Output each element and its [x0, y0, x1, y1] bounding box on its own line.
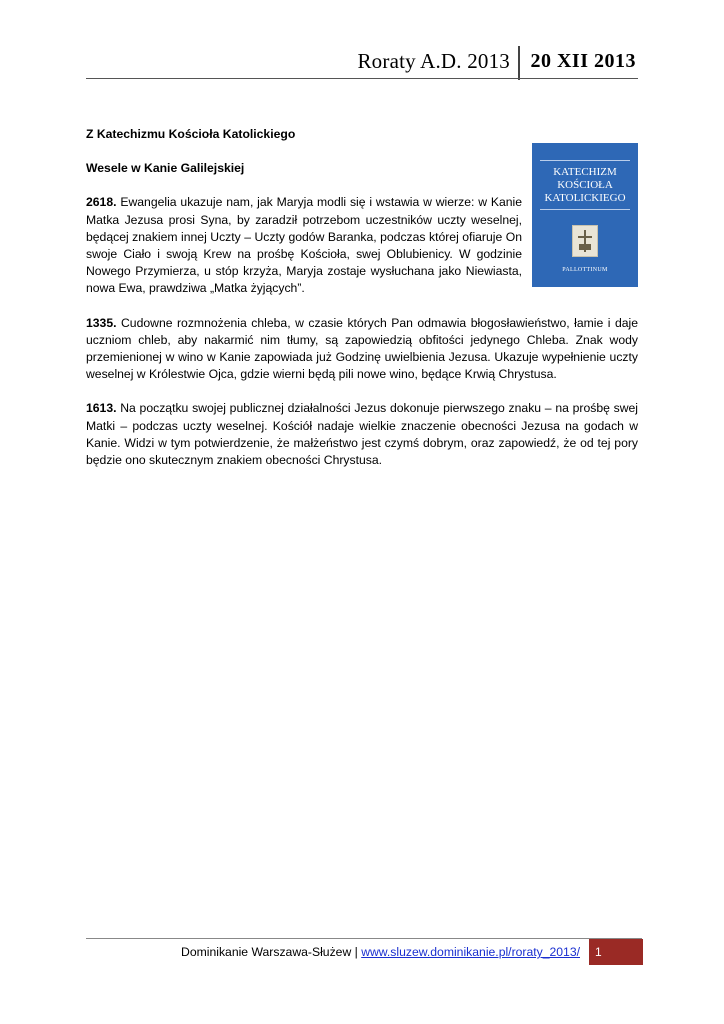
cover-title-line: KATOLICKIEGO	[544, 192, 626, 204]
footer-label: Dominikanie Warszawa-Służew |	[181, 945, 362, 959]
cover-title-line: KATECHIZM	[553, 166, 617, 178]
cover-title-line: KOŚCIOŁA	[557, 179, 613, 191]
paragraph-text: Na początku swojej publicznej działalności Jezus dokonuje pierwszego znaku – na prośbę swej Matki – podczas uczty weselnej. Kościół nadaje wielkie znaczenie obecności Jezusa na godach w Kanie. Widzi w tym potwierdzenie, że małżeństwo jest czymś dobrym, oraz zapowiedź, że od tej pory będzie ono skutecznym znakiem obecności Chrystusa.	[86, 401, 638, 468]
header-title: Roraty A.D. 2013	[357, 49, 510, 73]
section-heading: Wesele w Kanie Galilejskiej	[86, 161, 245, 176]
page-number: 1	[595, 945, 602, 959]
footer-link[interactable]: www.sluzew.dominikanie.pl/roraty_2013/	[361, 945, 580, 959]
header-separator	[518, 46, 520, 80]
page-footer	[181, 943, 580, 961]
paragraph-number: 1613.	[86, 401, 117, 416]
document-body	[86, 126, 638, 469]
paragraph-1613	[86, 400, 638, 469]
header-rule	[86, 78, 638, 79]
source-heading: Z Katechizmu Kościoła Katolickiego	[86, 127, 296, 141]
paragraph-text: Ewangelia ukazuje nam, jak Maryja modli się i wstawia w wierze: w Kanie Matka Jezusa prosi Syna, by zaradził potrzebom uczestników uczty weselnej, będącej znakiem innej Uczty – Uczty godów Baranka, podczas której ofiaruje On swoje Ciało i swoją Krew na prośbę Kościoła, swej Oblubienicy. W godzinie Nowego Przymierza, u stóp krzyża, Maryja zostaje wysłuchana jako Niewiasta, nowa Ewa, prawdziwa „Matka żyjących”.	[86, 195, 522, 296]
paragraph-2618	[86, 194, 522, 297]
paragraph-text: Cudowne rozmnożenia chleba, w czasie których Pan odmawia błogosławieństwo, łamie i daje uczniom chleb, aby nakarmić nim tłumy, są zapowiedzią obfitości jedynego Chleba. Znak wody przemienionej w wino w Kanie zapowiada już Godzinę uwielbienia Jezusa. Ukazuje wypełnienie uczty weselnej w Królestwie Ojca, gdzie wierni będą pili nowe wino, będące Krwią Chrystusa.	[86, 315, 638, 382]
page-header	[86, 46, 638, 80]
footer-rule	[86, 938, 642, 939]
paragraph-1335	[86, 315, 638, 384]
paragraph-number: 2618.	[86, 195, 117, 210]
cover-publisher: PALLOTTINUM	[562, 267, 608, 273]
header-date: 20 XII 2013	[530, 50, 636, 72]
paragraph-number: 1335.	[86, 315, 117, 330]
page-number-badge	[589, 939, 643, 965]
